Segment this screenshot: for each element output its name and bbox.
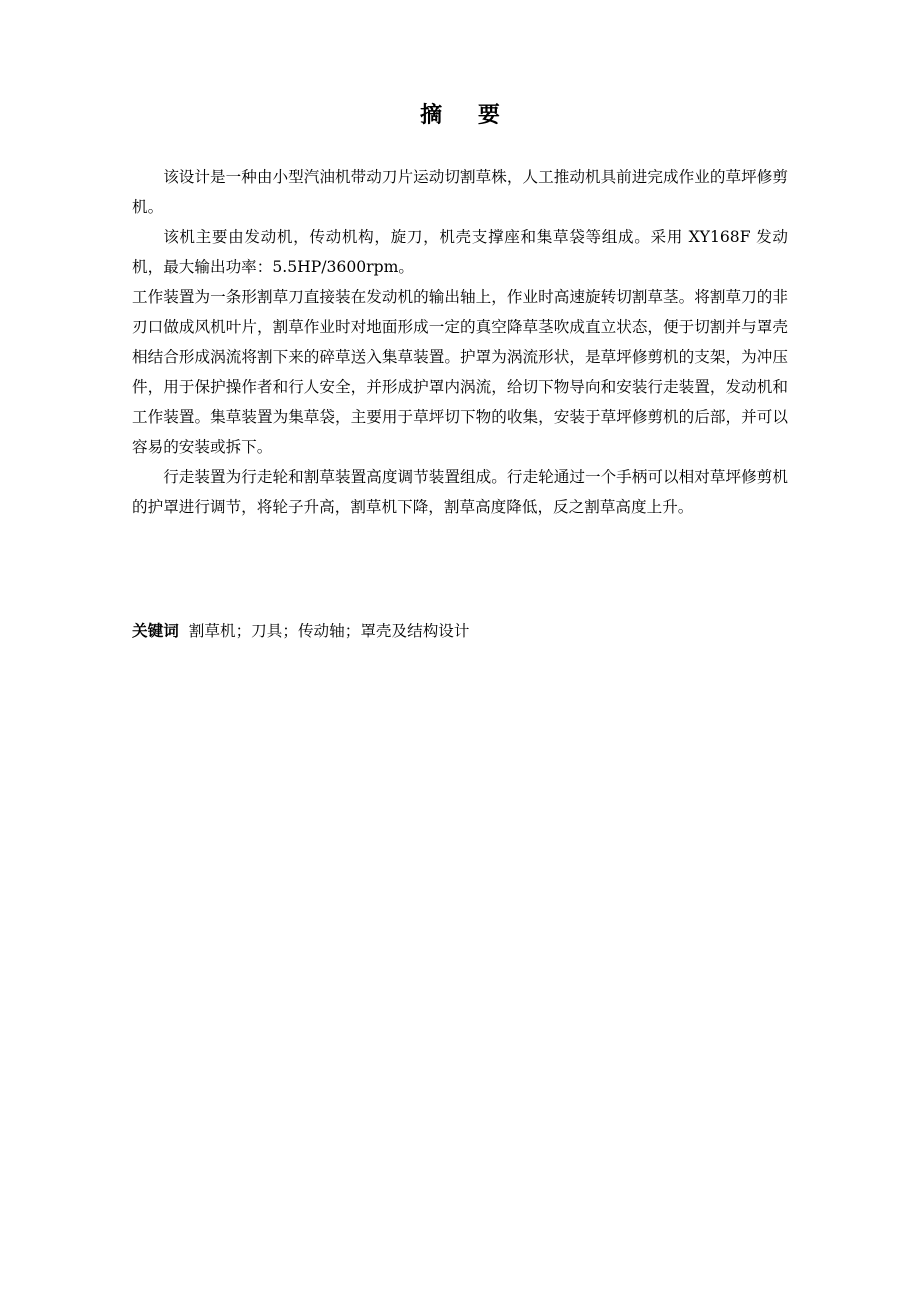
keywords-line bbox=[132, 616, 788, 646]
keywords-text: 割草机；刀具；传动轴；罩壳及结构设计 bbox=[188, 622, 470, 640]
abstract-paragraph-3: 工作装置为一条形割草刀直接装在发动机的输出轴上，作业时高速旋转切割草茎。将割草刀的非刃口做成风机叶片，割草作业时对地面形成一定的真空降草茎吹成直立状态，便于切割并与罩壳相结合形成涡流将割下来的碎草送入集草装置。护罩为涡流形状，是草坪修剪机的支架，为冲压件，用于保护操作者和行人安全，并形成护罩内涡流，给切下物导向和安装行走装置，发动机和工作装置。集草装置为集草袋，主要用于草坪切下物的收集，安装于草坪修剪机的后部，并可以容易的安装或拆下。 bbox=[132, 288, 788, 456]
abstract-paragraph-4: 行走装置为行走轮和割草装置高度调节装置组成。行走轮通过一个手柄可以相对草坪修剪机的护罩进行调节，将轮子升高，割草机下降，割草高度降低，反之割草高度上升。 bbox=[132, 468, 788, 516]
abstract-paragraph-1: 该设计是一种由小型汽油机带动刀片运动切割草株，人工推动机具前进完成作业的草坪修剪机。 bbox=[132, 168, 788, 216]
keywords-label: 关键词 bbox=[132, 621, 179, 640]
abstract-paragraph-2: 该机主要由发动机，传动机构，旋刀，机壳支撑座和集草袋等组成。采用 XY168F 发动机，最大输出功率：5.5HP/3600rpm。 bbox=[132, 228, 788, 276]
abstract-title: 摘 要 bbox=[420, 102, 514, 128]
abstract-body bbox=[132, 162, 788, 522]
